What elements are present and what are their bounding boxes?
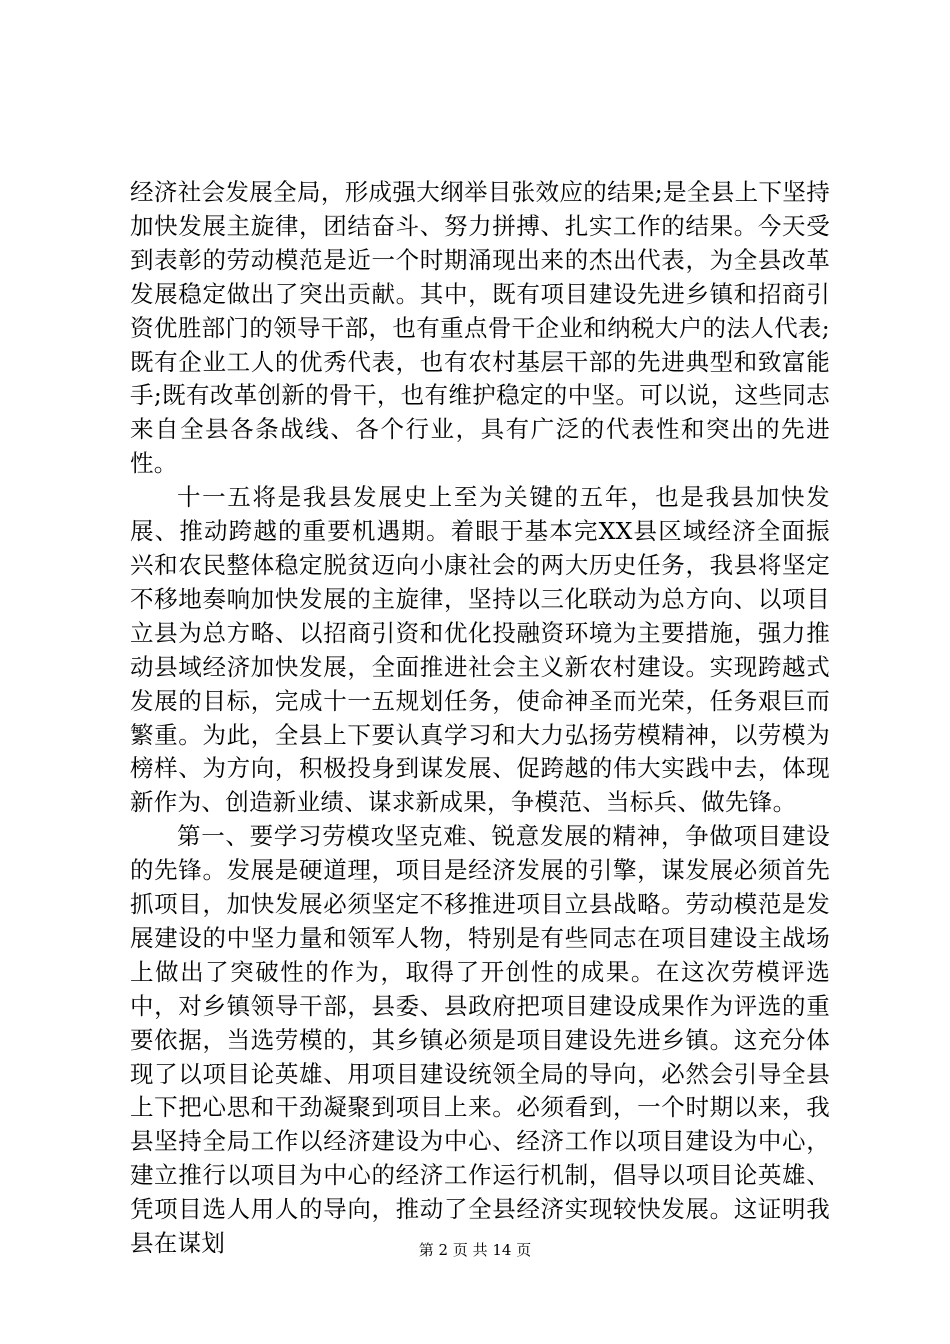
page-number-label: 第 2 页 共 14 页 [418,1241,532,1259]
paragraph-3: 第一、要学习劳模攻坚克难、锐意发展的精神，争做项目建设的先锋。发展是硬道理，项目是经济发展的引擎，谋发展必须首先抓项目，加快发展必须坚定不移推进项目立县战略。劳动模范是发展建设的中坚力量和领军人物，特别是有些同志在项目建设主战场上做出了突破性的作为，取得了开创性的成果。在这次劳模评选中，对乡镇领导干部，县委、县政府把项目建设成果作为评选的重要依据，当选劳模的，其乡镇必须是项目建设先进乡镇。这充分体现了以项目论英雄、用项目建设统领全局的导向，必然会引导全县上下把心思和干劲凝聚到项目上来。必须看到，一个时期以来，我县坚持全局工作以经济建设为中心、经济工作以项目建设为中心，建立推行以项目为中心的经济工作运行机制，倡导以项目论英雄、凭项目选人用人的导向，推动了全县经济实现较快发展。这证明我县在谋划 [130,822,830,1258]
paragraph-1: 经济社会发展全局，形成强大纲举目张效应的结果;是全县上下坚持加快发展主旋律，团结奋斗、努力拼搏、扎实工作的结果。今天受到表彰的劳动模范是近一个时期涌现出来的杰出代表，为全县改革发展稳定做出了突出贡献。其中，既有项目建设先进乡镇和招商引资优胜部门的领导干部，也有重点骨干企业和纳税大户的法人代表;既有企业工人的优秀代表，也有农村基层干部的先进典型和致富能手;既有改革创新的骨干，也有维护稳定的中坚。可以说，这些同志来自全县各条战线、各个行业，具有广泛的代表性和突出的先进性。 [130,178,830,478]
document-body [130,176,830,1261]
page-footer [0,1240,950,1260]
paragraph-2: 十一五将是我县发展史上至为关键的五年，也是我县加快发展、推动跨越的重要机遇期。着眼于基本完XX县区域经济全面振兴和农民整体稳定脱贫迈向小康社会的两大历史任务，我县将坚定不移地奏响加快发展的主旋律，坚持以三化联动为总方向、以项目立县为总方略、以招商引资和优化投融资环境为主要措施，强力推动县域经济加快发展，全面推进社会主义新农村建设。实现跨越式发展的目标，完成十一五规划任务，使命神圣而光荣，任务艰巨而繁重。为此，全县上下要认真学习和大力弘扬劳模精神，以劳模为榜样、为方向，积极投身到谋发展、促跨越的伟大实践中去，体现新作为、创造新业绩、谋求新成果，争模范、当标兵、做先锋。 [130,483,830,817]
